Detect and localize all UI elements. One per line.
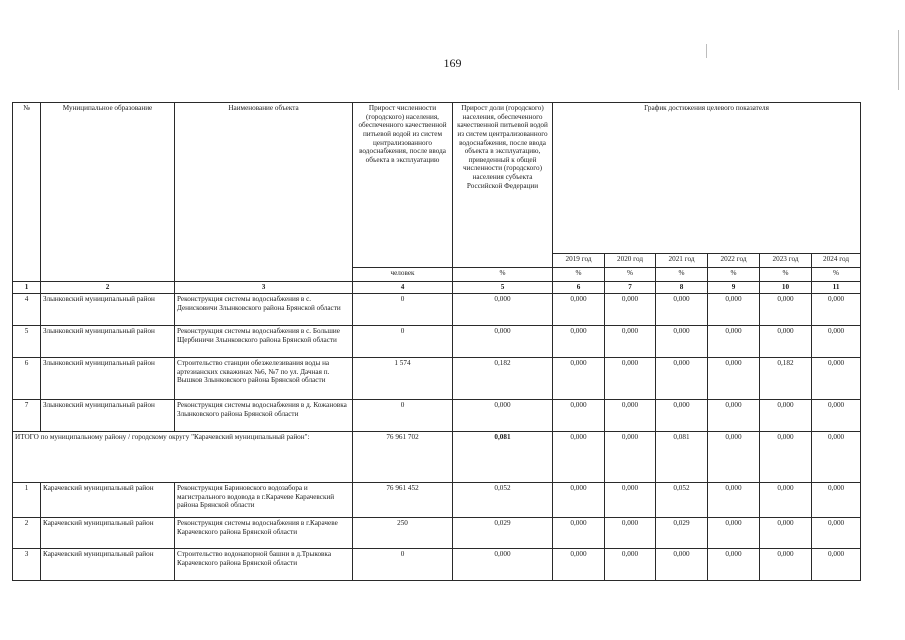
row-year-value: 0,182: [760, 358, 812, 400]
row-num: 4: [13, 294, 41, 326]
header-population-growth: Прирост численности (городского) населения, обеспеченного качественной питьевой водой из систем централизованного водоснабжения, после ввода объекта в эксплуатацию: [353, 103, 453, 268]
header-year: 2019 год: [553, 254, 605, 268]
row-year-value: 0,000: [812, 294, 861, 326]
column-number: 8: [656, 282, 708, 294]
row-num: 5: [13, 326, 41, 358]
row-year-value: 0,000: [605, 400, 656, 432]
row-year-value: 0,000: [812, 400, 861, 432]
total-year-value: 0,000: [708, 432, 760, 483]
row-object: Реконструкция Бариновского водозабора и магистрального водовода в г.Карачеве Карачевский района Брянской области: [175, 483, 353, 518]
header-year: 2024 год: [812, 254, 861, 268]
row-year-value: 0,000: [760, 483, 812, 518]
row-object: Строительство станции обезжелезивания воды на артезианских скважинах №6, №7 по ул. Дачная п. Вышков Злынковского района Брянской области: [175, 358, 353, 400]
header-schedule: График достижения целевого показателя: [553, 103, 861, 254]
row-year-value: 0,000: [760, 400, 812, 432]
row-year-value: 0,000: [812, 358, 861, 400]
row-year-value: 0,000: [605, 358, 656, 400]
row-people: 0: [353, 400, 453, 432]
row-year-value: 0,000: [812, 326, 861, 358]
table-row: [13, 483, 861, 518]
row-object: Реконструкция системы водоснабжения в г.Карачеве Карачевского района Брянской области: [175, 518, 353, 549]
scan-mark: [898, 30, 899, 90]
row-year-value: 0,029: [656, 518, 708, 549]
row-share: 0,000: [453, 549, 553, 581]
unit-percent: %: [760, 268, 812, 282]
row-year-value: 0,000: [708, 518, 760, 549]
header-year: 2022 год: [708, 254, 760, 268]
table-row: [13, 294, 861, 326]
total-year-value: 0,081: [656, 432, 708, 483]
column-number: 3: [175, 282, 353, 294]
unit-people: человек: [353, 268, 453, 282]
row-people: 1 574: [353, 358, 453, 400]
row-municipality: Злынковский муниципальный район: [41, 400, 175, 432]
row-year-value: 0,000: [605, 294, 656, 326]
row-year-value: 0,000: [812, 483, 861, 518]
row-num: 7: [13, 400, 41, 432]
row-people: 0: [353, 294, 453, 326]
header-municipality: Муниципальное образование: [41, 103, 175, 282]
row-num: 2: [13, 518, 41, 549]
row-people: 250: [353, 518, 453, 549]
row-share: 0,000: [453, 294, 553, 326]
unit-percent: %: [453, 268, 553, 282]
row-municipality: Карачевский муниципальный район: [41, 549, 175, 581]
column-number: 7: [605, 282, 656, 294]
row-year-value: 0,000: [760, 294, 812, 326]
row-year-value: 0,000: [760, 518, 812, 549]
row-year-value: 0,000: [812, 518, 861, 549]
row-municipality: Злынковский муниципальный район: [41, 326, 175, 358]
row-year-value: 0,000: [553, 358, 605, 400]
unit-percent: %: [605, 268, 656, 282]
row-share: 0,182: [453, 358, 553, 400]
column-number: 10: [760, 282, 812, 294]
scan-mark: [706, 44, 707, 58]
row-year-value: 0,000: [656, 358, 708, 400]
unit-percent: %: [708, 268, 760, 282]
row-year-value: 0,000: [553, 483, 605, 518]
row-year-value: 0,000: [605, 326, 656, 358]
row-year-value: 0,000: [760, 326, 812, 358]
total-year-value: 0,000: [760, 432, 812, 483]
row-object: Реконструкция системы водоснабжения в с. Большие Щербиничи Злынковского района Брянской области: [175, 326, 353, 358]
column-number: 1: [13, 282, 41, 294]
row-year-value: 0,000: [708, 549, 760, 581]
row-share: 0,000: [453, 400, 553, 432]
row-year-value: 0,000: [553, 326, 605, 358]
total-share: 0,081: [453, 432, 553, 483]
page-number: 169: [443, 56, 462, 70]
row-year-value: 0,000: [708, 326, 760, 358]
row-year-value: 0,000: [656, 326, 708, 358]
table-row: [13, 358, 861, 400]
header-num: №: [13, 103, 41, 282]
row-year-value: 0,000: [760, 549, 812, 581]
header-share-growth: Прирост доли (городского) населения, обеспеченного качественной питьевой водой из систем централизованного водоснабжения, после ввода объекта в эксплуатацию, приведенный к общей численности (городского) населения субъекта Российской Федерации: [453, 103, 553, 268]
row-year-value: 0,000: [708, 358, 760, 400]
row-year-value: 0,000: [708, 294, 760, 326]
row-year-value: 0,000: [553, 549, 605, 581]
header-year: 2023 год: [760, 254, 812, 268]
table-row: [13, 326, 861, 358]
total-row: [13, 432, 861, 483]
row-year-value: 0,000: [605, 483, 656, 518]
row-year-value: 0,000: [553, 518, 605, 549]
row-share: 0,052: [453, 483, 553, 518]
row-share: 0,000: [453, 326, 553, 358]
column-number: 2: [41, 282, 175, 294]
total-year-value: 0,000: [553, 432, 605, 483]
row-num: 1: [13, 483, 41, 518]
target-indicator-table: [12, 102, 861, 581]
column-number: 4: [353, 282, 453, 294]
column-number: 11: [812, 282, 861, 294]
row-year-value: 0,000: [656, 549, 708, 581]
row-object: Реконструкция системы водоснабжения в д. Кожановка Злынковского района Брянской области: [175, 400, 353, 432]
table-row: [13, 518, 861, 549]
row-year-value: 0,000: [708, 483, 760, 518]
row-municipality: Злынковский муниципальный район: [41, 358, 175, 400]
unit-percent: %: [656, 268, 708, 282]
row-municipality: Злынковский муниципальный район: [41, 294, 175, 326]
row-year-value: 0,000: [708, 400, 760, 432]
column-number: 9: [708, 282, 760, 294]
table-row: [13, 400, 861, 432]
total-year-value: 0,000: [812, 432, 861, 483]
row-people: 0: [353, 549, 453, 581]
column-number: 6: [553, 282, 605, 294]
row-people: 76 961 452: [353, 483, 453, 518]
row-year-value: 0,000: [553, 400, 605, 432]
row-object: Реконструкция системы водоснабжения в с. Денисковичи Злынковского района Брянской области: [175, 294, 353, 326]
row-share: 0,029: [453, 518, 553, 549]
total-label: ИТОГО по муниципальному району / городскому округу "Карачевский муниципальный район":: [13, 432, 353, 483]
row-year-value: 0,000: [656, 294, 708, 326]
row-year-value: 0,000: [656, 400, 708, 432]
unit-percent: %: [812, 268, 861, 282]
unit-percent: %: [553, 268, 605, 282]
header-year: 2021 год: [656, 254, 708, 268]
row-year-value: 0,000: [812, 549, 861, 581]
row-year-value: 0,000: [553, 294, 605, 326]
header-year: 2020 год: [605, 254, 656, 268]
row-people: 0: [353, 326, 453, 358]
row-year-value: 0,000: [605, 518, 656, 549]
row-num: 6: [13, 358, 41, 400]
row-year-value: 0,052: [656, 483, 708, 518]
total-people: 76 961 702: [353, 432, 453, 483]
table-row: [13, 549, 861, 581]
row-object: Строительство водонапорной башни в д.Трыковка Карачевского района Брянской области: [175, 549, 353, 581]
row-municipality: Карачевский муниципальный район: [41, 483, 175, 518]
column-number: 5: [453, 282, 553, 294]
row-year-value: 0,000: [605, 549, 656, 581]
total-year-value: 0,000: [605, 432, 656, 483]
row-num: 3: [13, 549, 41, 581]
header-object: Наименование объекта: [175, 103, 353, 282]
row-municipality: Карачевский муниципальный район: [41, 518, 175, 549]
